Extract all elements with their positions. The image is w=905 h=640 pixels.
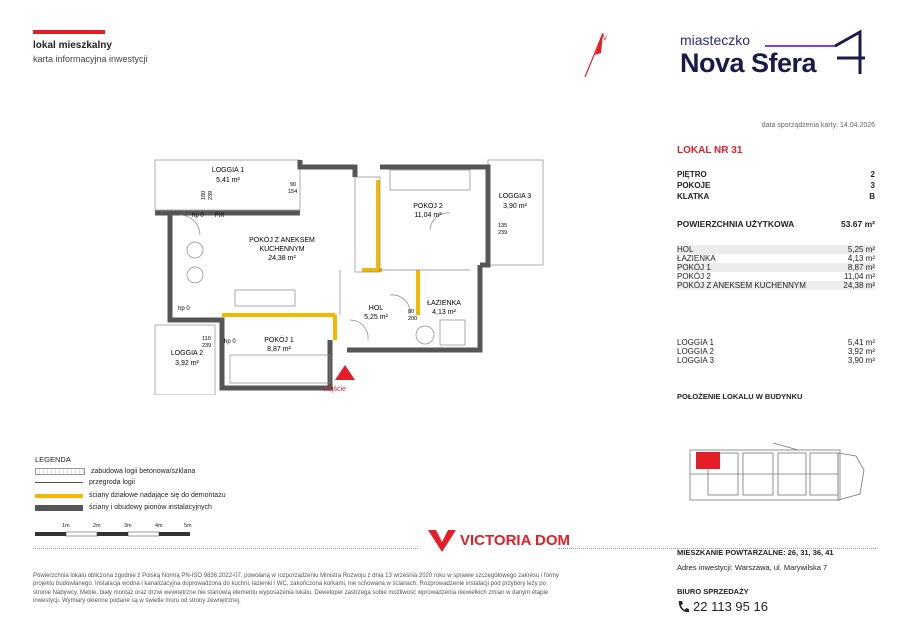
hp-label: hp 0: [178, 306, 190, 312]
compass-label: N: [600, 34, 608, 43]
unit-number: LOKAL NR 31: [677, 145, 743, 156]
loggia-name: LOGGIA 1: [677, 338, 714, 347]
sales-office-label: BIURO SPRZEDAŻY: [677, 587, 749, 596]
doc-title: lokal mieszkalny: [33, 40, 112, 51]
header-accent-bar: [33, 30, 105, 34]
room1-label: POKÓJ 1: [264, 337, 294, 344]
room-name: POKÓJ 2: [677, 272, 711, 281]
dim-label: 200: [408, 316, 418, 322]
room-row: [677, 254, 875, 263]
dim-label: 239: [208, 190, 214, 200]
floor-plan: [150, 155, 550, 395]
legend-item: [35, 504, 212, 511]
kitchen-label: POKÓJ Z ANEKSEM: [249, 237, 315, 244]
room-name: POKÓJ 1: [677, 263, 711, 272]
hall-area: 5,25 m²: [364, 314, 388, 321]
room1-area: 8,87 m²: [267, 346, 291, 353]
scale-bar: [35, 530, 190, 538]
card-date: data sporządzenia karty: 14.04.2026: [761, 122, 875, 129]
dim-label: 90: [290, 182, 297, 188]
rooms-row: [677, 181, 875, 190]
phone-number[interactable]: 22 113 95 16: [693, 599, 768, 614]
compass-icon: [575, 25, 615, 85]
floor-value: 2: [870, 170, 875, 179]
scale-tick: 2m: [93, 523, 101, 529]
phone-icon: [677, 600, 689, 614]
fix-label: FIX: [215, 213, 225, 219]
building-position-label: POŁOŻENIE LOKALU W BUDYNKU: [677, 392, 803, 401]
dim-label: 239: [498, 230, 508, 236]
logo-big-text: Nova Sfera: [680, 48, 817, 78]
scale-tick: 3m: [124, 523, 132, 529]
doc-subtitle: karta informacyjna inwestycji: [33, 54, 148, 64]
room-row: [677, 263, 875, 272]
legend-item: [35, 492, 226, 499]
room-row: [677, 281, 875, 290]
entrance-marker: [335, 365, 355, 380]
loggia-name: LOGGIA 2: [677, 347, 714, 356]
bath-label: ŁAZIENKA: [427, 300, 461, 307]
hp-label: hp 0: [192, 213, 204, 219]
stair-label: KLATKA: [677, 192, 710, 201]
loggia-row: [677, 356, 875, 365]
logo-small-text: miasteczko: [680, 32, 751, 48]
room-name: POKÓJ Z ANEKSEM KUCHENNYM: [677, 281, 806, 290]
rooms-value: 3: [870, 181, 875, 190]
room-row: [677, 272, 875, 281]
loggia2-label: LOGGIA 2: [170, 350, 204, 357]
area-label: POWIERZCHNIA UŻYTKOWA: [677, 219, 795, 229]
floor-row: [677, 170, 875, 179]
loggia2-area: 3,92 m²: [175, 360, 199, 367]
legend-title: LEGENDA: [35, 455, 71, 464]
loggia1-label: LOGGIA 1: [211, 167, 245, 174]
loggia3-area: 3,90 m²: [503, 203, 527, 210]
room-area: 11,04 m²: [844, 272, 875, 281]
legend-item: [35, 479, 135, 486]
room-area: 5,25 m²: [847, 245, 875, 254]
dim-label: 135: [498, 223, 508, 229]
scale-tick: 4m: [155, 523, 163, 529]
dim-label: 180: [201, 190, 207, 200]
loggia1-area: 5,41 m²: [216, 177, 240, 184]
room-name: HOL: [677, 245, 694, 254]
building-position-plan: [688, 408, 874, 538]
floor-label: PIĘTRO: [677, 170, 707, 179]
dim-label: 110: [202, 336, 211, 342]
room2-label: POKÓJ 2: [413, 203, 443, 210]
room2-area: 11,04 m²: [414, 212, 442, 219]
stair-value: B: [869, 192, 875, 201]
kitchen-area: 24,38 m²: [268, 255, 296, 262]
legend-text: przegroda logii: [89, 479, 135, 486]
hall-label: HOL: [368, 305, 384, 312]
footer-divider: [33, 548, 418, 549]
loggia-area: 3,92 m²: [847, 347, 875, 356]
rooms-label: POKOJE: [677, 181, 711, 190]
stair-row: [677, 192, 875, 201]
investment-address: Adres inwestycji: Warszawa, ul. Marywilska 7: [677, 563, 828, 572]
legend-text: ściany i obudowy pionów instalacyjnych: [89, 504, 212, 511]
dim-label: 80: [408, 309, 415, 315]
area-row: [677, 219, 875, 229]
hp-label: hp 0: [224, 339, 236, 345]
similar-units: MIESZKANIE POWTARZALNE: 26, 31, 36, 41: [677, 548, 834, 557]
room-area: 24,38 m²: [843, 281, 875, 290]
legend-item: [35, 468, 195, 475]
bath-area: 4,13 m²: [432, 309, 456, 316]
loggia3-label: LOGGIA 3: [498, 193, 532, 200]
loggia-area: 3,90 m²: [847, 356, 875, 365]
loggia-row: [677, 347, 875, 356]
kitchen-label-2: KUCHENNYM: [259, 246, 305, 253]
loggia-name: LOGGIA 3: [677, 356, 714, 365]
room-name: ŁAZIENKA: [677, 254, 716, 263]
victoria-dom-logo-icon: [428, 528, 456, 552]
room-area: 4,13 m²: [847, 254, 875, 263]
room-area: 8,87 m²: [847, 263, 875, 272]
loggia-row: [677, 338, 875, 347]
legend-text: zabudowa logii betonowa/szklana: [91, 468, 196, 475]
legend-text: ściany działowe nadające się do demontażu: [89, 492, 226, 499]
room-row: [677, 245, 875, 254]
dim-label: 154: [288, 189, 298, 195]
dim-label: 239: [202, 343, 212, 349]
area-value: 53.67 m²: [840, 219, 875, 229]
footer-disclaimer: Powierzchnia lokalu obliczona zgodnie z Polską Normą PN-ISO 9836:2022-07, powołaną w rozporządzeniu Ministra Rozwoju z dnia 13 września 2020 roku w sprawie szczegółowego zakresu i formy projektu budowlanego. Instalacja wodna i kanalizacyjna doprowadzona do kuchni, łazienki i WC, zakończona korkami, nie schowana w ścianach. Rozprowadzenie instalacji pod przybory leży po stronie Nabywcy. Meble, biały montaż oraz drzwi wewnętrzne nie stanowią elementu wyposażenia lokalu. Deweloper zastrzega sobie możliwość wprowadzenia niewielkich zmian w danym etapie inwestycji. Wymiary okienne podane są w świetle muru od strony zewnętrznej.: [33, 573, 559, 605]
logo-mark: [765, 28, 875, 80]
scale-tick: 5m: [184, 523, 192, 529]
developer-name: VICTORIA DOM: [460, 532, 571, 549]
entrance-label: wejście: [323, 386, 346, 393]
scale-tick: 1m: [62, 523, 70, 529]
loggia-area: 5,41 m²: [847, 338, 875, 347]
